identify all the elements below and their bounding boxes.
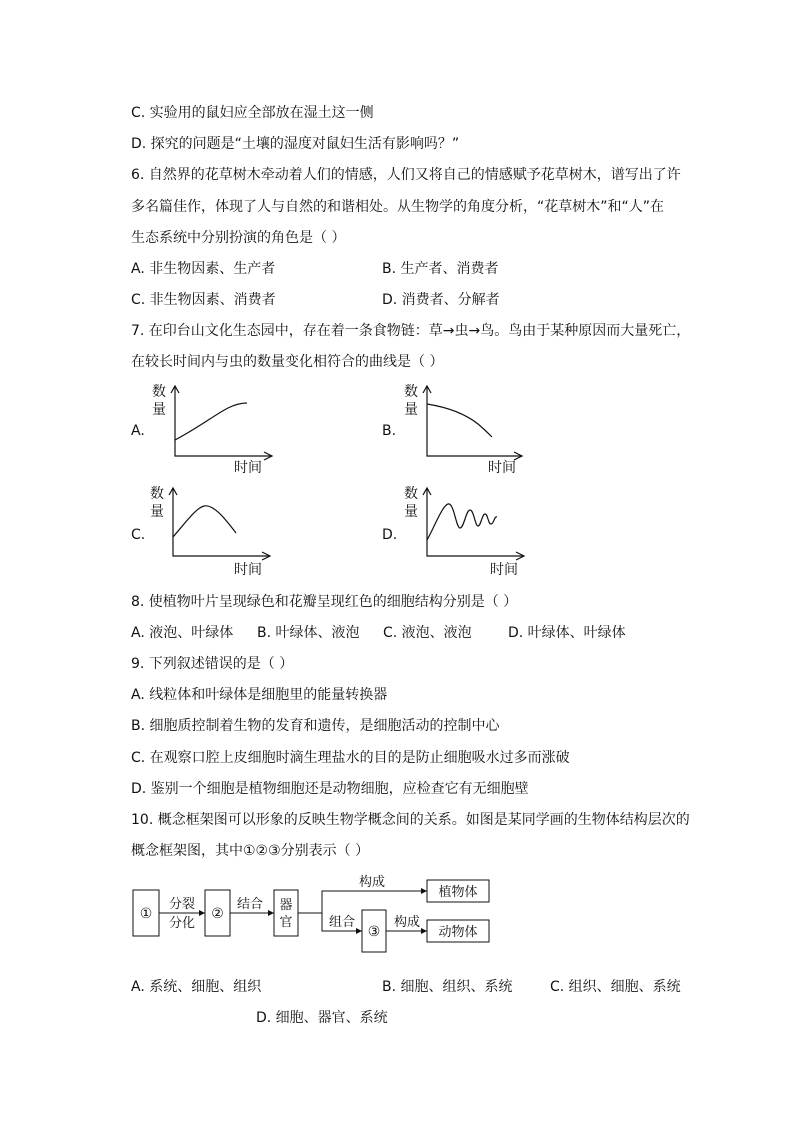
graph-d-curve: [427, 504, 497, 540]
q9-option-d: D. 鉴别一个细胞是植物细胞还是动物细胞，应检查它有无细胞壁: [131, 781, 529, 797]
q8-option-b: B. 叶绿体、液泡: [257, 625, 360, 641]
q7-graph-b: [402, 382, 532, 482]
q7-option-b-label: B.: [382, 423, 397, 439]
graph-d-ylabel-top: 数: [404, 486, 418, 502]
box-2-label: ②: [211, 906, 224, 922]
q9-option-b: B. 细胞质控制着生物的发育和遗传，是细胞活动的控制中心: [131, 718, 500, 734]
graph-d-axes: [427, 489, 523, 556]
q7-option-a-label: A.: [131, 423, 145, 439]
graph-d-ylabel-bottom: 量: [404, 504, 418, 520]
graph-a-curve: [175, 403, 247, 440]
graph-a-ylabel-bottom: 量: [152, 402, 166, 418]
box-1-label: ①: [139, 906, 153, 922]
q7-graph-d: [402, 484, 532, 584]
animal-label: 动物体: [438, 925, 478, 940]
graph-c-curve: [173, 506, 236, 537]
q10-stem-line-2: 概念框架图，其中①②③分别表示（ ）: [131, 843, 370, 859]
q6-stem-line-2: 多名篇佳作，体现了人与自然的和谐相处。从生物学的角度分析，“花草树木”和“人”在: [131, 199, 665, 215]
q6-option-c: C. 非生物因素、消费者: [131, 292, 276, 308]
compose-top-label: 构成: [358, 875, 386, 890]
arrow-1-label-bottom: 分化: [168, 916, 196, 931]
q7-option-d-label: D.: [382, 527, 398, 543]
q6-stem-line-3: 生态系统中分别扮演的角色是（ ）: [131, 230, 346, 246]
q8-option-c: C. 液泡、液泡: [383, 625, 472, 641]
q7-option-c-label: C.: [131, 527, 146, 543]
graph-d-xlabel: 时间: [490, 562, 518, 578]
q6-option-d: D. 消费者、分解者: [382, 292, 500, 308]
arrow-1-label-top: 分裂: [168, 897, 196, 912]
compose-bottom-label: 构成: [393, 915, 421, 930]
graph-c-xlabel: 时间: [234, 562, 262, 578]
graph-c-ylabel-bottom: 量: [150, 504, 164, 520]
q7-graph-a: [150, 382, 280, 482]
q8-option-d: D. 叶绿体、叶绿体: [508, 625, 626, 641]
graph-c-axes: [173, 489, 269, 556]
q7-stem-line-1: 7. 在印台山文化生态园中，存在着一条食物链：草→虫→鸟。鸟由于某种原因而大量死亡，: [131, 323, 691, 339]
graph-a-ylabel-top: 数: [152, 384, 166, 400]
q10-option-d: D. 细胞、器官、系统: [256, 1010, 388, 1026]
box-3-label: ③: [367, 924, 381, 940]
q9-option-a: A. 线粒体和叶绿体是细胞里的能量转换器: [131, 687, 388, 703]
organ-label-top: 器: [279, 898, 293, 913]
graph-b-xlabel: 时间: [488, 460, 516, 476]
q10-option-a: A. 系统、细胞、组织: [131, 979, 262, 995]
q7-graph-c: [148, 484, 278, 584]
organ-label-bottom: 官: [279, 915, 293, 930]
plant-label: 植物体: [438, 885, 478, 900]
graph-a-xlabel: 时间: [234, 460, 262, 476]
graph-b-curve: [427, 404, 492, 437]
q9-option-c: C. 在观察口腔上皮细胞时滴生理盐水的目的是防止细胞吸水过多而涨破: [131, 750, 570, 766]
q10-option-b: B. 细胞、组织、系统: [382, 979, 513, 995]
q10-concept-diagram: [125, 868, 505, 958]
q6-option-a: A. 非生物因素、生产者: [131, 261, 276, 277]
q7-stem-line-2: 在较长时间内与虫的数量变化相符合的曲线是（ ）: [131, 354, 444, 370]
q8-option-a: A. 液泡、叶绿体: [131, 625, 234, 641]
q8-stem: 8. 使植物叶片呈现绿色和花瓣呈现红色的细胞结构分别是（ ）: [131, 594, 518, 610]
graph-a-axes: [175, 387, 271, 456]
q5-option-c: C. 实验用的鼠妇应全部放在湿土这一侧: [131, 105, 374, 121]
q10-stem-line-1: 10. 概念框架图可以形象的反映生物学概念间的关系。如图是某同学画的生物体结构层次的: [131, 812, 690, 828]
graph-b-ylabel-bottom: 量: [404, 402, 418, 418]
arrow-heads: [199, 888, 427, 934]
graph-c-ylabel-top: 数: [150, 486, 164, 502]
q6-stem-line-1: 6. 自然界的花草树木牵动着人们的情感，人们又将自己的情感赋予花草树木，谱写出了许: [131, 167, 681, 183]
arrow-2-label: 结合: [236, 897, 264, 912]
q6-option-b: B. 生产者、消费者: [382, 261, 499, 277]
q5-option-d: D. 探究的问题是“土壤的湿度对鼠妇生活有影响吗？”: [131, 136, 460, 152]
combine-label: 组合: [328, 915, 356, 930]
graph-b-ylabel-top: 数: [404, 384, 418, 400]
q10-option-c: C. 组织、细胞、系统: [550, 979, 681, 995]
q9-stem: 9. 下列叙述错误的是（ ）: [131, 656, 294, 672]
